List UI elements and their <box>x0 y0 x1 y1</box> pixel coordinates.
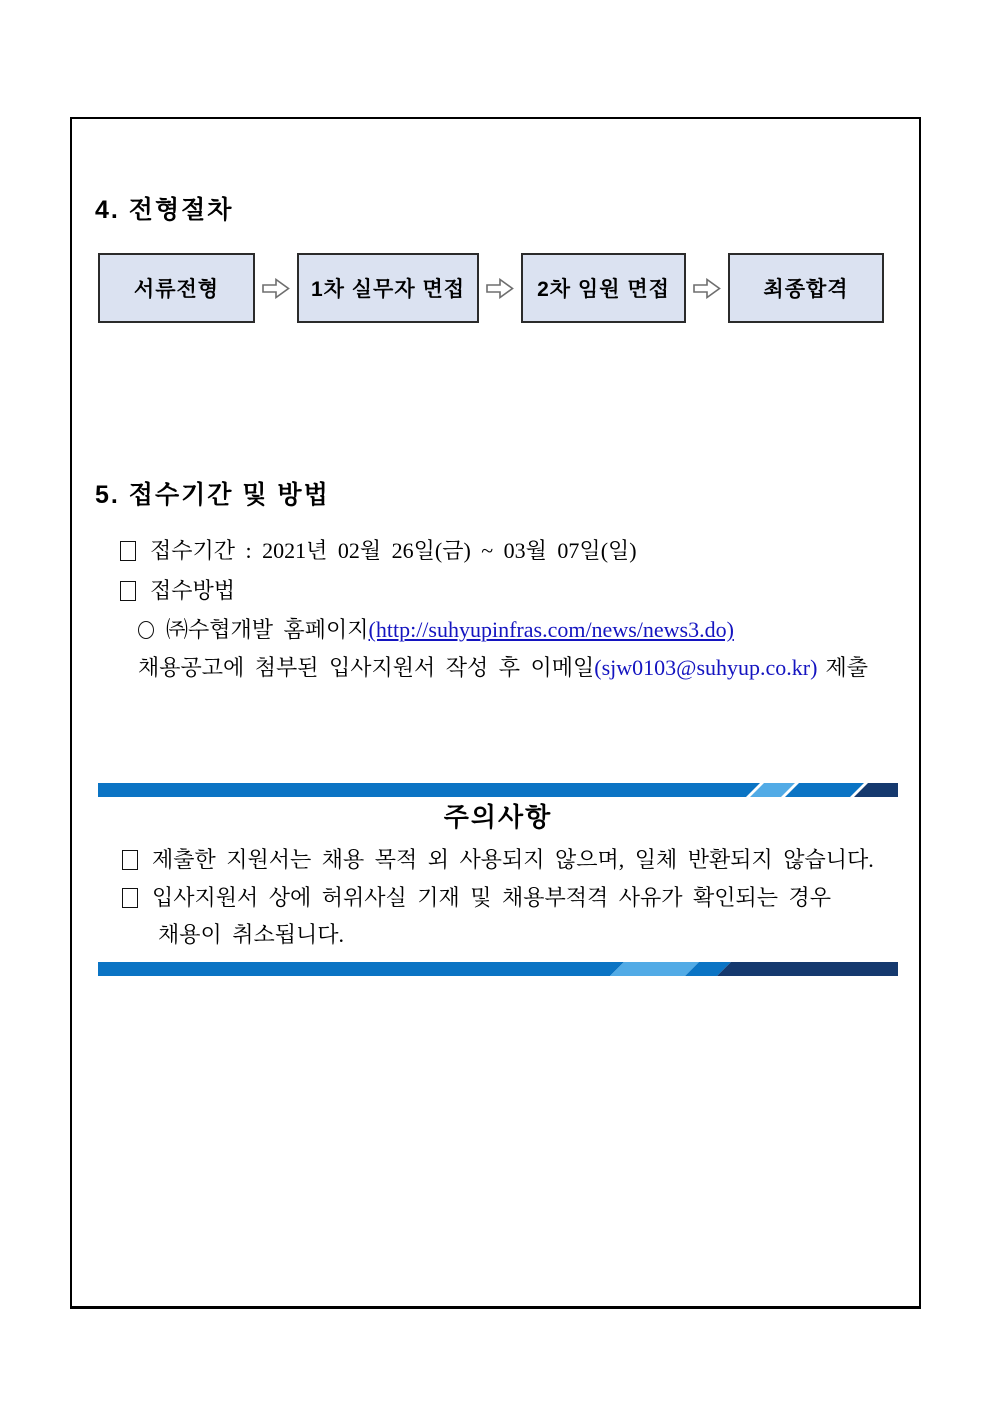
right-arrow-icon <box>262 278 290 299</box>
application-method-text: 접수방법 <box>150 578 236 603</box>
application-period-text: 접수기간 : 2021년 02월 26일(금) ~ 03월 07일(일) <box>150 538 637 563</box>
notice-item-2-cont-text: 채용이 취소됩니다. <box>158 922 345 947</box>
flow-step-first-interview: 1차 실무자 면접 <box>297 253 479 323</box>
right-arrow-icon <box>486 278 514 299</box>
flow-arrow-gap <box>686 278 728 299</box>
flow-step-final-pass: 최종합격 <box>728 253 884 323</box>
homepage-url-link[interactable]: (http://suhyupinfras.com/news/news3.do) <box>368 617 734 642</box>
notice-item-2-continuation <box>158 918 344 949</box>
checkbox-icon <box>122 888 138 908</box>
submit-text-before: 채용공고에 첨부된 입사지원서 작성 후 이메일 <box>138 655 595 680</box>
notice-bottom-bar-graphic <box>98 962 898 976</box>
section5-title: 5. 접수기간 및 방법 <box>95 481 330 509</box>
submit-line <box>138 651 868 682</box>
checkbox-icon <box>120 581 136 601</box>
homepage-line <box>138 613 734 644</box>
application-method-line <box>120 574 235 605</box>
section4-title: 4. 전형절차 <box>95 196 234 224</box>
notice-top-bar <box>98 783 898 797</box>
notice-item-2-text: 입사지원서 상에 허위사실 기재 및 채용부적격 사유가 확인되는 경우 <box>152 885 832 910</box>
homepage-text: ㈜수협개발 홈페이지 <box>166 617 369 642</box>
notice-item-1-text: 제출한 지원서는 채용 목적 외 사용되지 않으며, 일체 반환되지 않습니다. <box>152 847 874 872</box>
right-arrow-icon <box>693 278 721 299</box>
circle-bullet-icon <box>138 621 154 639</box>
checkbox-icon <box>122 850 138 870</box>
checkbox-icon <box>120 541 136 561</box>
submit-email-link[interactable]: (sjw0103@suhyup.co.kr) <box>594 655 818 680</box>
flow-arrow-gap <box>255 278 297 299</box>
notice-title: 주의사항 <box>443 802 553 832</box>
notice-item-1 <box>122 843 874 874</box>
notice-bottom-bar <box>98 962 898 976</box>
selection-process-flowchart <box>98 253 884 323</box>
flow-arrow-gap <box>479 278 521 299</box>
notice-top-bar-graphic <box>98 783 898 797</box>
submit-text-after: 제출 <box>825 655 868 680</box>
application-period-line <box>120 534 637 565</box>
notice-item-2 <box>122 881 831 912</box>
flow-step-document-screening: 서류전형 <box>98 253 255 323</box>
flow-step-second-interview: 2차 임원 면접 <box>521 253 686 323</box>
